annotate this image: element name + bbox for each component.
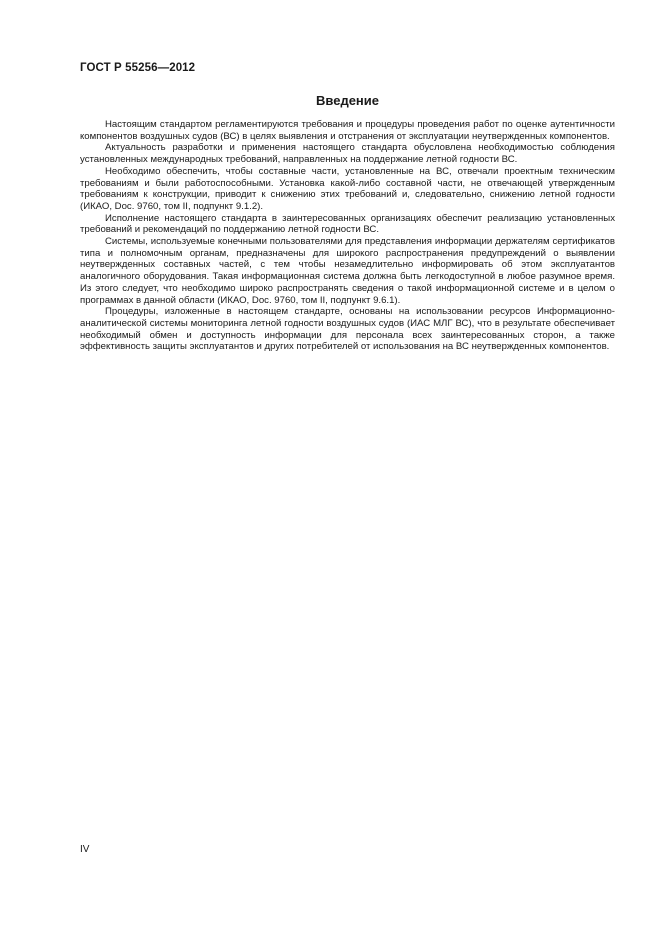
paragraph-scope: Настоящим стандартом регламентируются требования и процедуры проведения работ по оценке аутентичности компонентов воздушных судов (ВС) в целях выявления и отстранения от эксплуатации неутвержденных компонентов. [80, 119, 615, 142]
paragraph-requirements: Необходимо обеспечить, чтобы составные части, установленные на ВС, отвечали проектным техническим требованиям и были работоспособными. Установка какой-либо составной части, не отвечающей утвержденным требованиям к конструкции, приводит к снижению этих требований и, следовательно, снижению летной годности (ИКАО, Doc. 9760, том II, подпункт 9.1.2). [80, 165, 615, 212]
introduction-body [80, 119, 615, 353]
section-title: Введение [316, 93, 379, 108]
paragraph-implementation: Исполнение настоящего стандарта в заинтересованных организациях обеспечит реализацию установленных требований и рекомендаций по поддержанию летной годности ВС. [80, 212, 615, 236]
paragraph-procedures: Процедуры, изложенные в настоящем стандарте, основаны на использовании ресурсов Информационно-аналитической системы мониторинга летной годности воздушных судов (ИАС МЛГ ВС), что в результате обеспечивает необходимый обмен и доступность информации для персонала всех заинтересованных сторон, а также эффективность защиты эксплуатантов и других потребителей от использования на ВС неутвержденных компонентов. [80, 306, 615, 353]
page-number: IV [80, 844, 90, 855]
paragraph-information-systems: Системы, используемые конечными пользователями для представления информации держателям сертификатов типа и полномочным органам, предназначены для широкого распространения предупреждений о выявлении неутвержденных составных частей, с тем чтобы незамедлительно информировать об этом эксплуатантов аналогичного оборудования. Такая информационная система должна быть легкодоступной в любое разумное время. Из этого следует, что необходимо широко распространять сведения о такой информационной системе и в целом о программах в данной области (ИКАО, Doc. 9760, том II, подпункт 9.6.1). [80, 236, 615, 306]
paragraph-relevance: Актуальность разработки и применения настоящего стандарта обусловлена необходимостью соблюдения установленных международных требований, направленных на поддержание летной годности ВС. [80, 142, 615, 166]
document-header-standard-id: ГОСТ Р 55256—2012 [80, 62, 196, 74]
